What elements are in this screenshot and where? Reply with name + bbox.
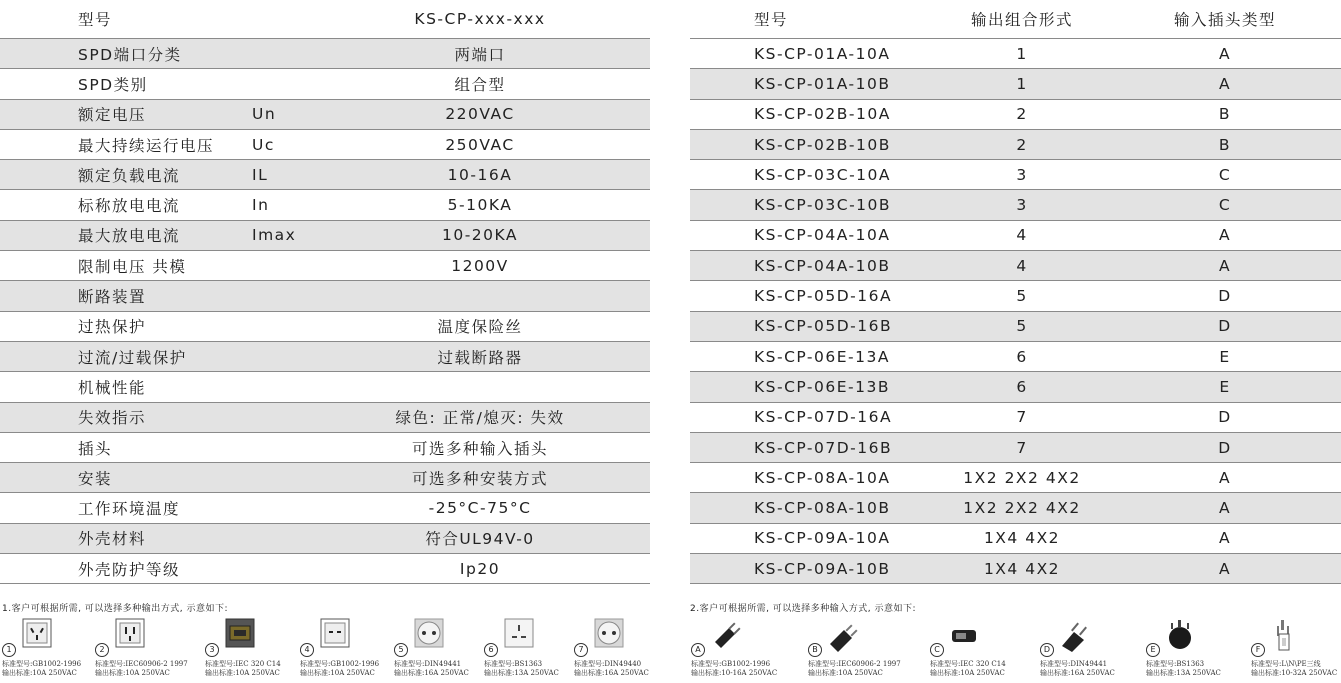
model-input-cell: B [1109,129,1341,159]
model-header-input: 输入插头类型 [1109,0,1341,39]
spec-symbol: IL [248,160,310,190]
spec-name: SPD端口分类 [0,39,248,69]
model-input-cell: A [1109,523,1341,553]
spec-table [0,0,650,584]
spec-row [0,99,650,129]
spec-symbol [248,281,310,311]
caption-standard: 标准型号:GB1002-1996 [300,660,380,668]
model-model-cell: KS-CP-06E-13B [690,372,935,402]
output-socket-list [0,618,650,682]
model-input-cell: A [1109,493,1341,523]
spec-name: 工作环境温度 [0,493,248,523]
caption-standard: 标准型号:L\N\PE三线 [1251,660,1321,668]
model-row [690,463,1341,493]
model-output-cell: 2 [935,99,1109,129]
item-number: B [808,643,822,657]
spec-row [0,463,650,493]
model-output-cell: 1X2 2X2 4X2 [935,463,1109,493]
model-output-cell: 1X4 4X2 [935,523,1109,553]
socket-iec-icon [115,618,145,654]
input-plug-item [1251,618,1341,682]
spec-symbol [248,493,310,523]
model-output-cell: 1 [935,69,1109,99]
spec-value: 5-10KA [310,190,650,220]
model-row [690,39,1341,69]
model-output-cell: 1 [935,39,1109,69]
caption-rating: 输出标准:10-16A 250VAC [691,669,778,677]
caption-rating: 输出标准:10A 250VAC [300,669,375,677]
spec-value: 10-20KA [310,220,650,250]
model-row [690,160,1341,190]
model-input-cell: A [1109,251,1341,281]
model-header-output: 输出组合形式 [935,0,1109,39]
item-caption [2,660,81,678]
model-model-cell: KS-CP-08A-10A [690,463,935,493]
model-input-cell: D [1109,432,1341,462]
spec-value: 组合型 [310,69,650,99]
model-output-cell: 1X4 4X2 [935,554,1109,584]
item-number: D [1040,643,1054,657]
spec-symbol [248,251,310,281]
caption-rating: 输出标准:10A 250VAC [2,669,77,677]
socket-gb-icon [320,618,350,654]
spec-name: 标称放电电流 [0,190,248,220]
spec-row [0,341,650,371]
model-output-cell: 2 [935,129,1109,159]
model-output-cell: 1X2 2X2 4X2 [935,493,1109,523]
model-row [690,99,1341,129]
item-caption [1251,660,1337,678]
spec-name: 额定负载电流 [0,160,248,190]
spec-name: 安装 [0,463,248,493]
spec-symbol [248,372,310,402]
input-plug-item [930,618,1050,682]
output-note: 1.客户可根据所需, 可以选择多种输出方式, 示意如下: [2,604,229,614]
spec-symbol: Un [248,99,310,129]
spec-header-symbol [248,0,310,39]
model-model-cell: KS-CP-01A-10B [690,69,935,99]
caption-rating: 输出标准:10A 250VAC [930,669,1005,677]
caption-standard: 标准型号:IEC60906-2 1997 [808,660,901,668]
caption-standard: 标准型号:DIN49440 [574,660,642,668]
model-row [690,554,1341,584]
spec-symbol [248,341,310,371]
spec-name: 最大放电电流 [0,220,248,250]
model-input-cell: B [1109,99,1341,129]
socket-din-icon [594,618,624,654]
item-number: 3 [205,643,219,657]
spec-value: 绿色: 正常/熄灭: 失效 [310,402,650,432]
spec-name: 失效指示 [0,402,248,432]
item-caption [930,660,1006,678]
item-number: 7 [574,643,588,657]
spec-row [0,129,650,159]
spec-name: 最大持续运行电压 [0,129,248,159]
spec-symbol [248,311,310,341]
spec-symbol [248,554,310,584]
spec-symbol [248,39,310,69]
model-row [690,493,1341,523]
model-row [690,372,1341,402]
caption-rating: 输出标准:16A 250VAC [574,669,649,677]
spec-value: 220VAC [310,99,650,129]
input-plug-item [1040,618,1160,682]
socket-c14-icon [225,618,255,654]
spec-row [0,554,650,584]
caption-rating: 输出标准:10A 250VAC [95,669,170,677]
spec-header-value: KS-CP-xxx-xxx [310,0,650,39]
model-model-cell: KS-CP-02B-10A [690,99,935,129]
caption-rating: 输出标准:16A 250VAC [1040,669,1115,677]
item-caption [808,660,901,678]
spec-row [0,190,650,220]
model-model-cell: KS-CP-09A-10B [690,554,935,584]
model-model-cell: KS-CP-08A-10B [690,493,935,523]
item-number: 5 [394,643,408,657]
spec-row [0,220,650,250]
model-table [690,0,1341,584]
model-output-cell: 6 [935,341,1109,371]
spec-symbol [248,402,310,432]
model-row [690,190,1341,220]
spec-row [0,281,650,311]
item-number: 4 [300,643,314,657]
model-output-cell: 7 [935,432,1109,462]
spec-name: 外壳材料 [0,523,248,553]
model-output-cell: 3 [935,160,1109,190]
socket-bs-icon [504,618,534,654]
model-input-cell: E [1109,372,1341,402]
item-caption [1146,660,1221,678]
terminal-lnpe-icon [1271,618,1301,654]
item-caption [484,660,559,678]
spec-symbol [248,432,310,462]
spec-name: 过流/过载保护 [0,341,248,371]
spec-value [310,281,650,311]
input-plug-list [690,618,1341,682]
spec-symbol [248,463,310,493]
model-model-cell: KS-CP-05D-16A [690,281,935,311]
caption-standard: 标准型号:DIN49441 [394,660,462,668]
caption-standard: 标准型号:GB1002-1996 [2,660,82,668]
spec-value: 250VAC [310,129,650,159]
spec-row [0,69,650,99]
model-input-cell: D [1109,311,1341,341]
spec-value: 10-16A [310,160,650,190]
item-number: A [691,643,705,657]
item-caption [394,660,469,678]
model-row [690,281,1341,311]
model-output-cell: 3 [935,190,1109,220]
spec-value: 可选多种输入插头 [310,432,650,462]
spec-value [310,372,650,402]
plug-cn-icon [711,618,741,654]
item-number: 6 [484,643,498,657]
spec-value: 温度保险丝 [310,311,650,341]
model-model-cell: KS-CP-06E-13A [690,341,935,371]
spec-name: 断路装置 [0,281,248,311]
spec-name: 插头 [0,432,248,462]
model-model-cell: KS-CP-07D-16A [690,402,935,432]
spec-row [0,432,650,462]
item-caption [300,660,379,678]
item-caption [205,660,281,678]
caption-rating: 输出标准:10A 250VAC [205,669,280,677]
caption-rating: 输出标准:13A 250VAC [1146,669,1221,677]
spec-name: 过热保护 [0,311,248,341]
model-model-cell: KS-CP-04A-10B [690,251,935,281]
caption-standard: 标准型号:BS1363 [1146,660,1205,668]
model-input-cell: A [1109,554,1341,584]
item-caption [95,660,188,678]
socket-cn-icon [22,618,52,654]
caption-rating: 输出标准:13A 250VAC [484,669,559,677]
model-table-panel [690,0,1341,614]
model-row [690,402,1341,432]
spec-name: 额定电压 [0,99,248,129]
spec-symbol [248,69,310,99]
model-model-cell: KS-CP-04A-10A [690,220,935,250]
spec-name: 限制电压 共模 [0,251,248,281]
spec-row [0,251,650,281]
input-plug-item [691,618,811,682]
model-row [690,341,1341,371]
caption-standard: 标准型号:IEC60906-2 1997 [95,660,188,668]
spec-row [0,39,650,69]
model-model-cell: KS-CP-09A-10A [690,523,935,553]
spec-row [0,523,650,553]
model-model-cell: KS-CP-05D-16B [690,311,935,341]
plug-c14-icon [950,618,980,654]
spec-row [0,402,650,432]
model-input-cell: E [1109,341,1341,371]
input-plug-item [808,618,928,682]
model-output-cell: 4 [935,251,1109,281]
spec-symbol: Uc [248,129,310,159]
spec-value: 可选多种安装方式 [310,463,650,493]
model-input-cell: D [1109,402,1341,432]
model-input-cell: A [1109,220,1341,250]
plug-iec-icon [828,618,858,654]
spec-header-name: 型号 [0,0,248,39]
model-model-cell: KS-CP-03C-10A [690,160,935,190]
model-row [690,523,1341,553]
model-model-cell: KS-CP-01A-10A [690,39,935,69]
model-input-cell: A [1109,69,1341,99]
spec-value: 符合UL94V-0 [310,523,650,553]
model-output-cell: 7 [935,402,1109,432]
spec-value: 两端口 [310,39,650,69]
spec-row [0,311,650,341]
model-row [690,432,1341,462]
caption-standard: 标准型号:BS1363 [484,660,543,668]
item-number: F [1251,643,1265,657]
spec-row [0,372,650,402]
caption-rating: 输出标准:16A 250VAC [394,669,469,677]
spec-table-panel [0,0,650,614]
model-input-cell: A [1109,39,1341,69]
spec-name: 机械性能 [0,372,248,402]
model-output-cell: 6 [935,372,1109,402]
item-caption [691,660,777,678]
model-model-cell: KS-CP-03C-10B [690,190,935,220]
model-model-cell: KS-CP-02B-10B [690,129,935,159]
model-output-cell: 5 [935,281,1109,311]
spec-value: -25°C-75°C [310,493,650,523]
model-row [690,220,1341,250]
model-output-cell: 5 [935,311,1109,341]
item-caption [1040,660,1115,678]
spec-row [0,160,650,190]
spec-value: Ip20 [310,554,650,584]
model-input-cell: A [1109,463,1341,493]
output-socket-item [574,618,694,682]
item-number: C [930,643,944,657]
spec-name: 外壳防护等级 [0,554,248,584]
output-socket-item [95,618,215,682]
model-input-cell: C [1109,190,1341,220]
caption-standard: 标准型号:GB1002-1996 [691,660,771,668]
socket-schuko-icon [414,618,444,654]
input-plug-item [1146,618,1266,682]
spec-header-row [0,0,650,39]
item-caption [574,660,649,678]
spec-symbol: Imax [248,220,310,250]
model-header-row [690,0,1341,39]
spec-name: SPD类别 [0,69,248,99]
caption-standard: 标准型号:IEC 320 C14 [930,660,1006,668]
caption-standard: 标准型号:IEC 320 C14 [205,660,281,668]
item-number: 1 [2,643,16,657]
model-output-cell: 4 [935,220,1109,250]
model-header-model: 型号 [690,0,935,39]
model-input-cell: C [1109,160,1341,190]
model-model-cell: KS-CP-07D-16B [690,432,935,462]
spec-row [0,493,650,523]
caption-rating: 输出标准:10A 250VAC [808,669,883,677]
caption-rating: 输出标准:10-32A 250VAC [1251,669,1338,677]
item-number: E [1146,643,1160,657]
spec-value: 1200V [310,251,650,281]
caption-standard: 标准型号:DIN49441 [1040,660,1108,668]
plug-schuko-icon [1060,618,1090,654]
model-input-cell: D [1109,281,1341,311]
model-row [690,129,1341,159]
spec-value: 过载断路器 [310,341,650,371]
model-row [690,69,1341,99]
item-number: 2 [95,643,109,657]
spec-symbol [248,523,310,553]
spec-symbol: In [248,190,310,220]
model-row [690,311,1341,341]
input-note: 2.客户可根据所需, 可以选择多种输入方式, 示意如下: [690,604,917,614]
model-row [690,251,1341,281]
plug-bs-icon [1166,618,1196,654]
